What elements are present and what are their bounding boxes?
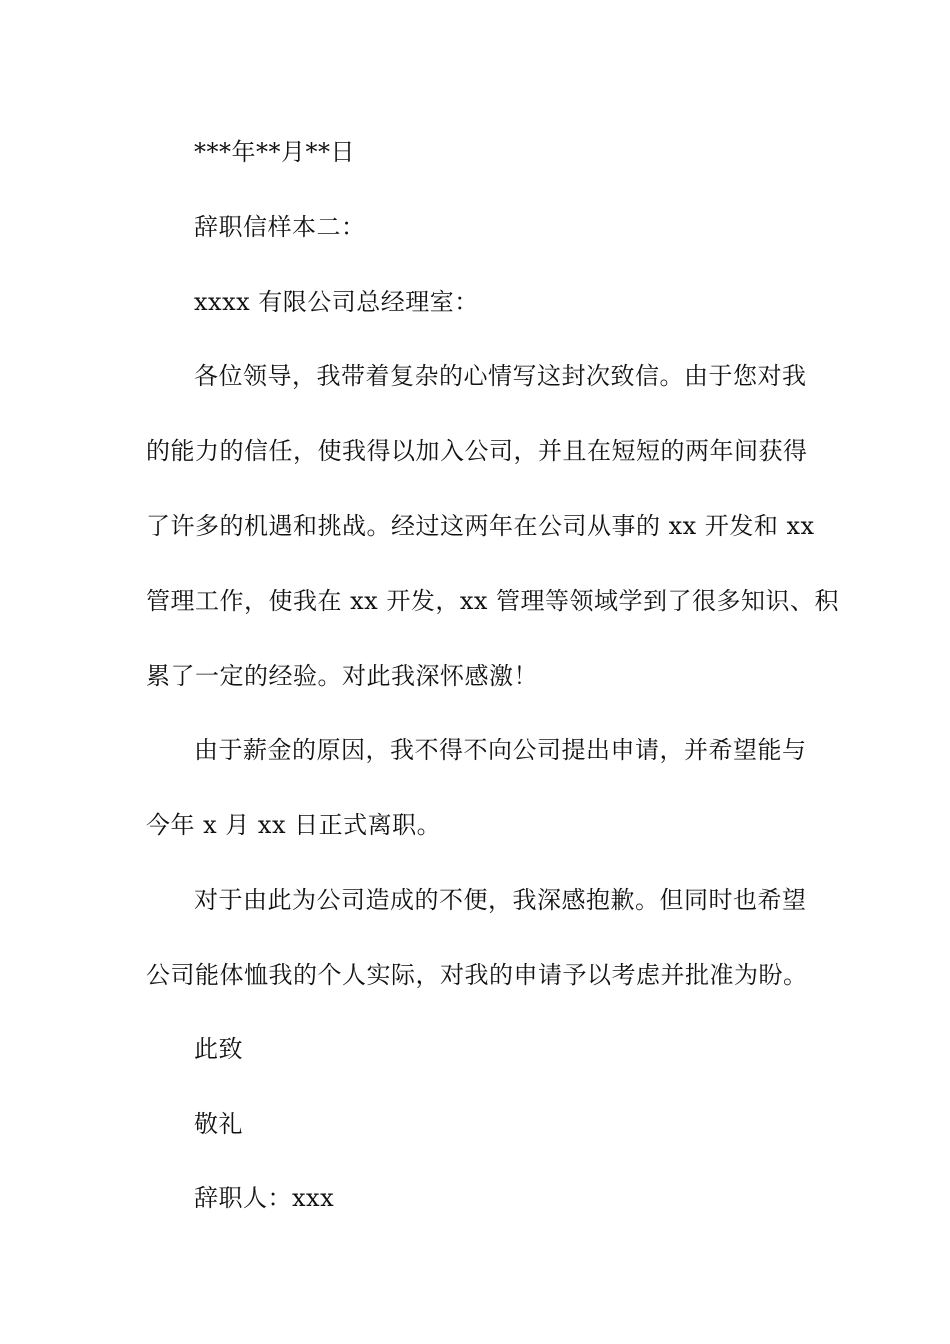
paragraph-1-line-3: 了许多的机遇和挑战。经过这两年在公司从事的 xx 开发和 xx [146, 512, 815, 540]
date-line: ***年**月**日 [194, 138, 355, 166]
recipient-line: xxxx 有限公司总经理室： [194, 288, 479, 316]
paragraph-1-line-5: 累了一定的经验。对此我深怀感激！ [146, 662, 538, 690]
paragraph-3-line-1: 对于由此为公司造成的不便，我深感抱歉。但同时也希望 [194, 886, 807, 914]
paragraph-2-line-2: 今年 x 月 xx 日正式离职。 [146, 811, 442, 839]
paragraph-1-line-2: 的能力的信任，使我得以加入公司，并且在短短的两年间获得 [146, 437, 808, 465]
closing-line-2: 敬礼 [194, 1110, 243, 1138]
paragraph-1-line-1: 各位领导，我带着复杂的心情写这封次致信。由于您对我 [194, 362, 807, 390]
closing-line-1: 此致 [194, 1035, 243, 1063]
paragraph-1-line-4: 管理工作，使我在 xx 开发，xx 管理等领域学到了很多知识、积 [146, 587, 840, 615]
paragraph-2-line-1: 由于薪金的原因，我不得不向公司提出申请，并希望能与 [194, 736, 807, 764]
signature-line: 辞职人：xxx [194, 1184, 335, 1212]
paragraph-3-line-2: 公司能体恤我的个人实际，对我的申请予以考虑并批准为盼。 [146, 961, 808, 989]
sample-title: 辞职信样本二： [194, 213, 366, 241]
